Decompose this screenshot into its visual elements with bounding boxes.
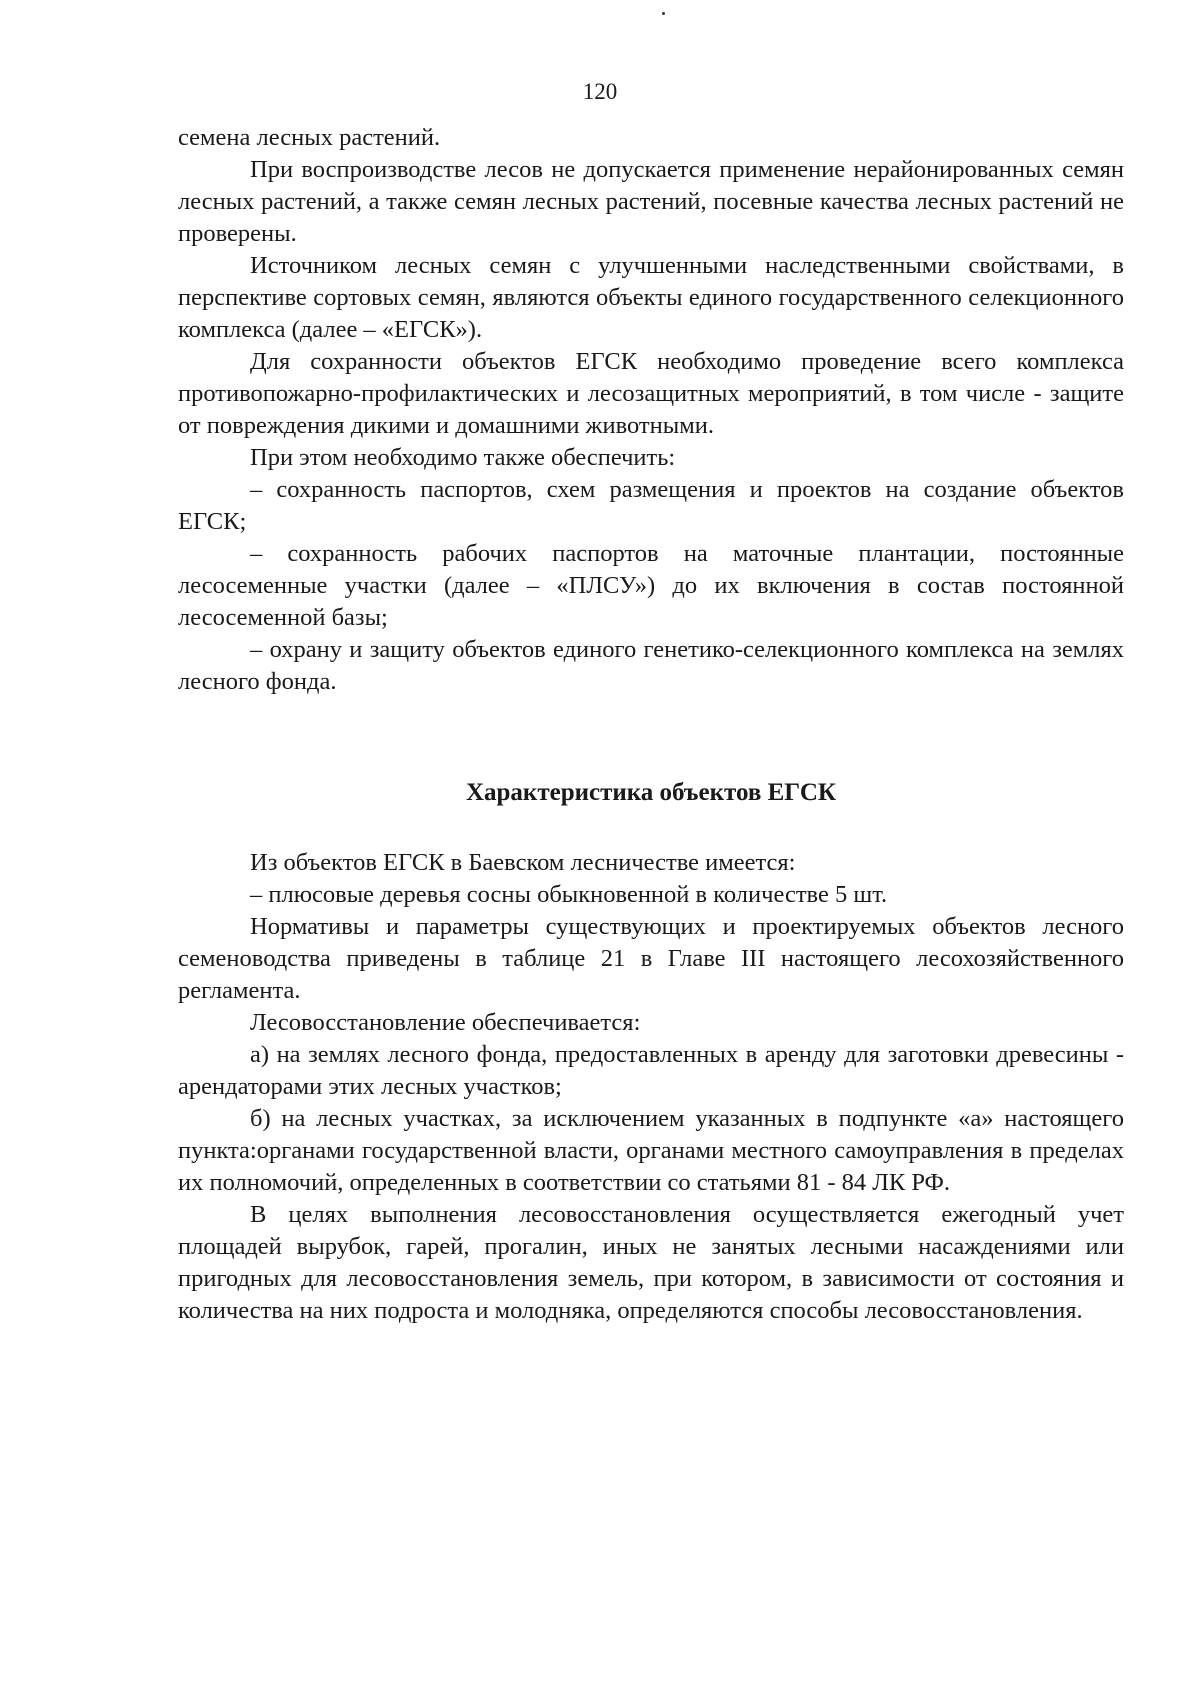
paragraph: В целях выполнения лесовосстановления осуществляется ежегодный учет площадей вырубок, гарей, прогалин, иных не занятых лесными насаждениями или пригодных для лесовосстановления земель, при котором, в зависимости от состояния и количества на них подроста и молодняка, определяются способы лесовосстановления. — [178, 1201, 1124, 1324]
list-item: – плюсовые деревья сосны обыкновенной в количестве 5 шт. — [250, 881, 888, 908]
section-heading: Характеристика объектов ЕГСК — [465, 779, 837, 806]
section-egsk-objects-text — [178, 847, 1124, 1327]
paragraph-continuation: семена лесных растений. — [178, 124, 441, 151]
list-item: – сохранность паспортов, схем размещения и проектов на создание объектов ЕГСК; — [178, 476, 1124, 535]
list-item: – охрану и защиту объектов единого генетико-селекционного комплекса на землях лесного фонда. — [178, 636, 1124, 695]
list-item: – сохранность рабочих паспортов на маточные плантации, постоянные лесосеменные участки (далее – «ПЛСУ») до их включения в состав постоянной лесосеменной базы; — [178, 540, 1124, 631]
page-number: 120 — [582, 79, 618, 104]
list-item: а) на землях лесного фонда, предоставленных в аренду для заготовки древесины - арендаторами этих лесных участков; — [178, 1041, 1124, 1100]
paragraph: Лесовосстановление обеспечивается: — [250, 1009, 641, 1036]
paragraph: При этом необходимо также обеспечить: — [250, 444, 676, 471]
paragraph: Для сохранности объектов ЕГСК необходимо проведение всего комплекса противопожарно-профилактических и лесозащитных мероприятий, в том числе - защите от повреждения дикими и домашними животными. — [178, 348, 1124, 439]
section-forest-seeds-text — [178, 122, 1124, 698]
scan-speck — [662, 12, 665, 15]
paragraph: Из объектов ЕГСК в Баевском лесничестве имеется: — [250, 849, 796, 876]
paragraph: Нормативы и параметры существующих и проектируемых объектов лесного семеноводства приведены в таблице 21 в Главе III настоящего лесохозяйственного регламента. — [178, 913, 1124, 1004]
paragraph: При воспроизводстве лесов не допускается применение нерайонированных семян лесных растений, а также семян лесных растений, посевные качества лесных растений не проверены. — [178, 156, 1124, 247]
list-item: б) на лесных участках, за исключением указанных в подпункте «а» настоящего пункта:органами государственной власти, органами местного самоуправления в пределах их полномочий, определенных в соответствии со статьями 81 - 84 ЛК РФ. — [178, 1105, 1124, 1196]
paragraph: Источником лесных семян с улучшенными наследственными свойствами, в перспективе сортовых семян, являются объекты единого государственного селекционного комплекса (далее – «ЕГСК»). — [178, 252, 1124, 343]
